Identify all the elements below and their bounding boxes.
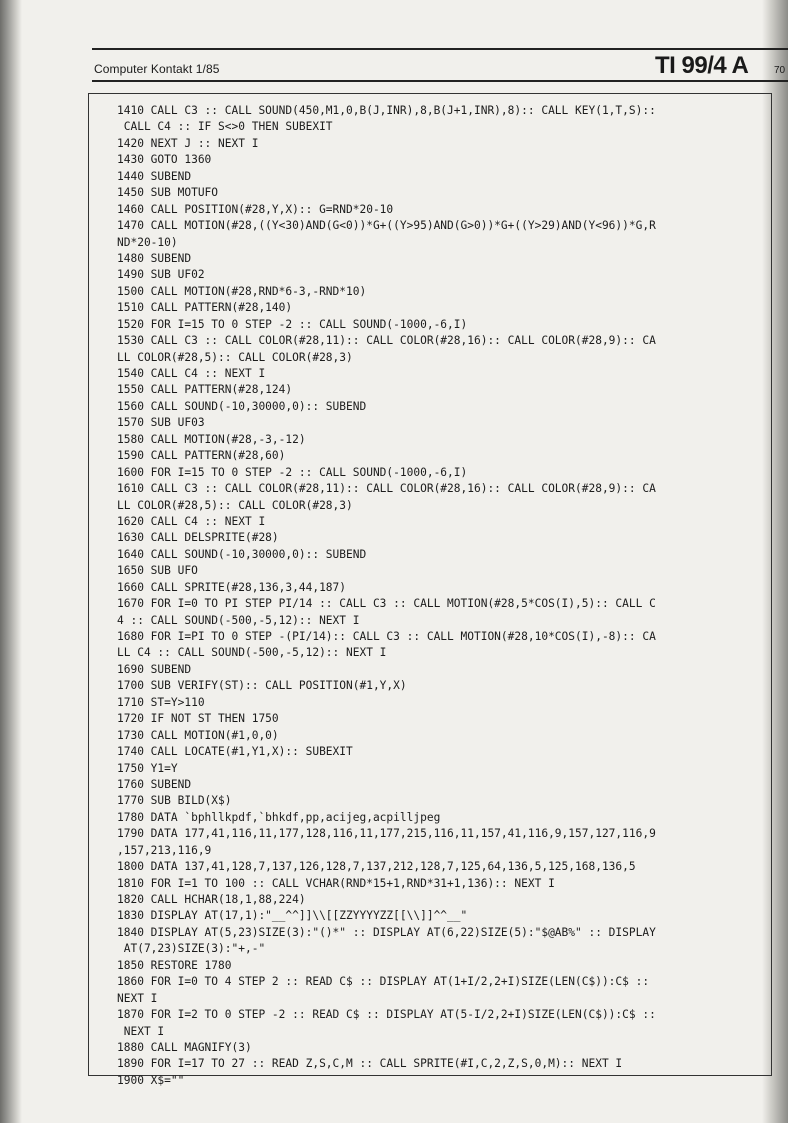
code-line: 1710 ST=Y>110	[117, 695, 205, 709]
code-line: 1790 DATA 177,41,116,11,177,128,116,11,177,215,116,11,157,41,116,9,157,127,116,9	[117, 827, 656, 841]
code-line: 1610 CALL C3 :: CALL COLOR(#28,11):: CALL COLOR(#28,16):: CALL COLOR(#28,9):: CA	[117, 482, 656, 496]
code-line: 1470 CALL MOTION(#28,((Y<30)AND(G<0))*G+((Y>95)AND(G>0))*G+((Y>29)AND(Y<96))*G,R	[117, 219, 656, 233]
code-line: 1560 CALL SOUND(-10,30000,0):: SUBEND	[117, 399, 367, 413]
code-line: 1680 FOR I=PI TO 0 STEP -(PI/14):: CALL C3 :: CALL MOTION(#28,10*COS(I),-8):: CA	[117, 630, 656, 643]
code-line: NEXT I	[117, 991, 158, 1005]
code-line: 1770 SUB BILD(X$)	[117, 794, 232, 808]
code-line: 1440 SUBEND	[117, 169, 192, 183]
program-listing	[117, 103, 767, 1089]
code-line: LL C4 :: CALL SOUND(-500,-5,12):: NEXT I	[117, 646, 387, 660]
header-bottom-rule	[92, 80, 788, 82]
code-line: 1660 CALL SPRITE(#28,136,3,44,187)	[117, 580, 347, 594]
page-number: 70	[774, 65, 786, 76]
code-line: 1480 SUBEND	[117, 251, 192, 265]
code-line: 1570 SUB UF03	[117, 416, 205, 430]
code-line: 1760 SUBEND	[117, 777, 192, 791]
binding-shadow	[0, 0, 22, 1123]
code-line: 1580 CALL MOTION(#28,-3,-12)	[117, 432, 306, 446]
code-line: 1730 CALL MOTION(#1,0,0)	[117, 728, 279, 742]
code-line: 1810 FOR I=1 TO 100 :: CALL VCHAR(RND*15+1,RND*31+1,136):: NEXT I	[117, 876, 555, 890]
code-line: 1460 CALL POSITION(#28,Y,X):: G=RND*20-10	[117, 202, 394, 216]
code-line: 1870 FOR I=2 TO 0 STEP -2 :: READ C$ :: DISPLAY AT(5-I/2,2+I)SIZE(LEN(C$)):C$ ::	[117, 1008, 656, 1022]
code-line: AT(7,23)SIZE(3):"+,-"	[117, 942, 266, 956]
code-line: 1750 Y1=Y	[117, 761, 178, 775]
code-line: 1600 FOR I=15 TO 0 STEP -2 :: CALL SOUND(-1000,-6,I)	[117, 465, 468, 479]
code-line: 1720 IF NOT ST THEN 1750	[117, 712, 279, 726]
code-line: 1620 CALL C4 :: NEXT I	[117, 514, 266, 528]
code-line: 4 :: CALL SOUND(-500,-5,12):: NEXT I	[117, 613, 360, 627]
code-line: 1530 CALL C3 :: CALL COLOR(#28,11):: CALL COLOR(#28,16):: CALL COLOR(#28,9):: CA	[117, 334, 656, 348]
code-line: ,157,213,116,9	[117, 843, 212, 857]
code-line: 1500 CALL MOTION(#28,RND*6-3,-RND*10)	[117, 284, 367, 298]
code-line: 1650 SUB UFO	[117, 564, 198, 578]
code-line: CALL C4 :: IF S<>0 THEN SUBEXIT	[117, 120, 333, 134]
code-line: 1800 DATA 137,41,128,7,137,126,128,7,137,212,128,7,125,64,136,5,125,168,136,5	[117, 860, 636, 874]
code-line: 1820 CALL HCHAR(18,1,88,224)	[117, 893, 306, 906]
code-line: 1830 DISPLAY AT(17,1):"__^^]]\\[[ZZYYYYZZ[[\\]]^^__"	[117, 909, 468, 923]
code-line: ND*20-10)	[117, 235, 178, 249]
code-line: 1490 SUB UF02	[117, 268, 205, 282]
code-line: 1840 DISPLAY AT(5,23)SIZE(3):"()*" :: DISPLAY AT(6,22)SIZE(5):"$@AB%" :: DISPLAY	[117, 925, 656, 939]
code-line: 1450 SUB MOTUFO	[117, 186, 219, 200]
code-line: LL COLOR(#28,5):: CALL COLOR(#28,3)	[117, 350, 353, 364]
magazine-issue: Computer Kontakt 1/85	[94, 62, 220, 76]
code-line: 1510 CALL PATTERN(#28,140)	[117, 301, 293, 315]
code-line: 1850 RESTORE 1780	[117, 958, 232, 972]
header-top-rule	[92, 48, 788, 50]
code-line: NEXT I	[117, 1024, 165, 1038]
code-line: 1410 CALL C3 :: CALL SOUND(450,M1,0,B(J,INR),8,B(J+1,INR),8):: CALL KEY(1,T,S)::	[117, 104, 656, 117]
code-line: LL COLOR(#28,5):: CALL COLOR(#28,3)	[117, 498, 353, 512]
code-line: 1630 CALL DELSPRITE(#28)	[117, 531, 279, 545]
code-line: 1550 CALL PATTERN(#28,124)	[117, 383, 293, 397]
code-line: 1540 CALL C4 :: NEXT I	[117, 367, 266, 380]
code-line: 1430 GOTO 1360	[117, 153, 212, 167]
code-line: 1890 FOR I=17 TO 27 :: READ Z,S,C,M :: CALL SPRITE(#I,C,2,Z,S,0,M):: NEXT I	[117, 1057, 623, 1071]
code-line: 1740 CALL LOCATE(#1,Y1,X):: SUBEXIT	[117, 745, 353, 759]
section-title: TI 99/4 A	[655, 52, 749, 79]
code-line: 1640 CALL SOUND(-10,30000,0):: SUBEND	[117, 547, 367, 561]
code-line: 1670 FOR I=0 TO PI STEP PI/14 :: CALL C3 :: CALL MOTION(#28,5*COS(I),5):: CALL C	[117, 597, 656, 611]
code-line: 1590 CALL PATTERN(#28,60)	[117, 449, 286, 463]
code-line: 1780 DATA `bphllkpdf,`bhkdf,pp,acijeg,acpilljpeg	[117, 810, 441, 824]
code-line: 1860 FOR I=0 TO 4 STEP 2 :: READ C$ :: DISPLAY AT(1+I/2,2+I)SIZE(LEN(C$)):C$ ::	[117, 975, 650, 989]
code-line: 1880 CALL MAGNIFY(3)	[117, 1040, 252, 1054]
code-line: 1690 SUBEND	[117, 662, 192, 676]
code-line: 1900 X$=""	[117, 1073, 185, 1087]
code-line: 1520 FOR I=15 TO 0 STEP -2 :: CALL SOUND(-1000,-6,I)	[117, 317, 468, 331]
code-line: 1700 SUB VERIFY(ST):: CALL POSITION(#1,Y,X)	[117, 679, 407, 693]
code-line: 1420 NEXT J :: NEXT I	[117, 136, 259, 150]
